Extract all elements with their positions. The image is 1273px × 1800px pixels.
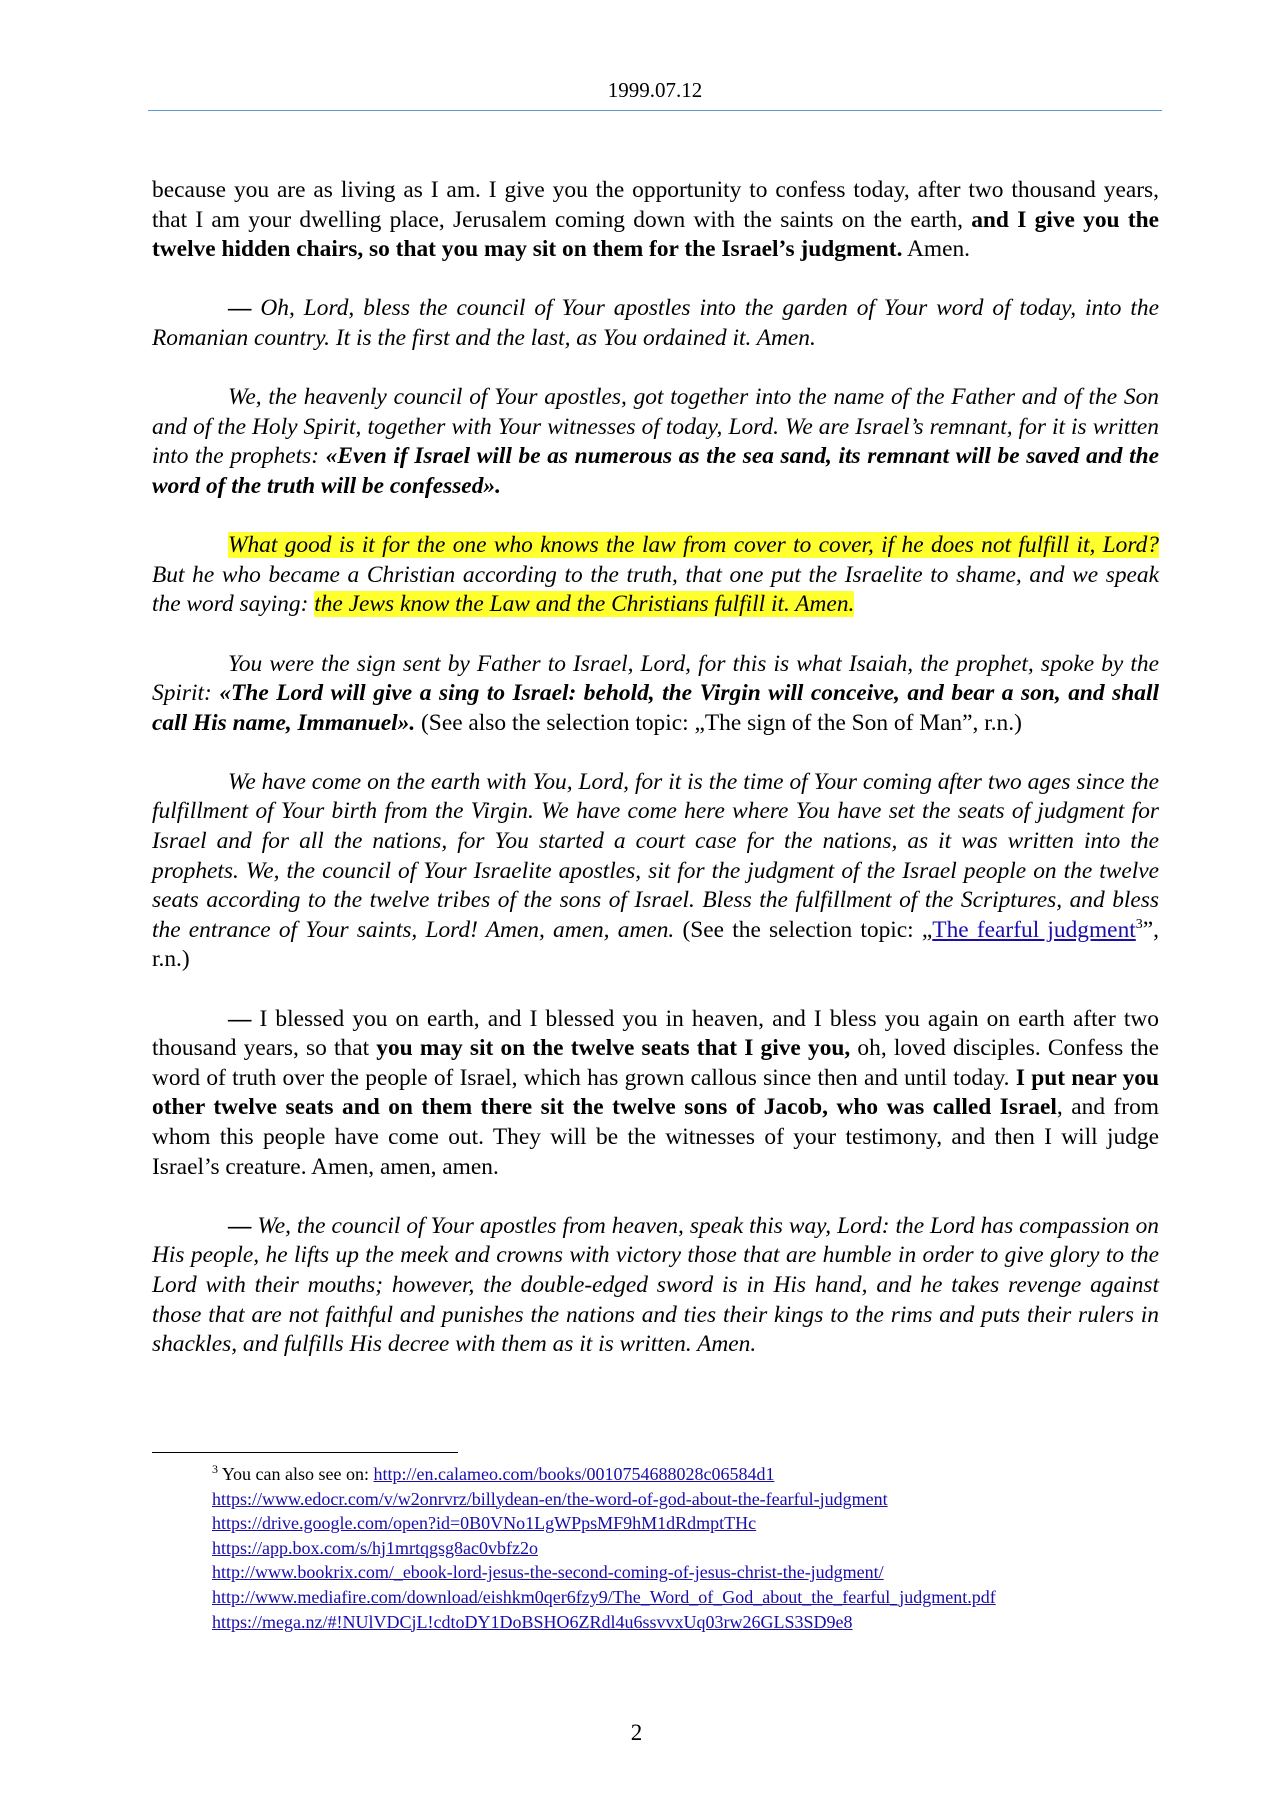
p4-text: But he who became a Christian according to the truth, that one put the Israelite to shame, and we speak the word saying: <box>152 561 1159 618</box>
fearful-judgment-link[interactable]: The fearful judgment <box>932 916 1136 943</box>
footnote-mark: 3 <box>212 1462 218 1476</box>
header-rule <box>148 110 1162 111</box>
p5-text: You were the sign sent by Father to Israel, Lord, for this is what Isaiah, the prophet, spoke by the Spirit: <box>152 650 1159 707</box>
p7-bold-d: I put near you other twelve seats and on them there sit the twelve sons of Jacob, who was called Israel <box>152 1064 1159 1121</box>
p1-bold: and I give you the twelve hidden chairs, so that you may sit on them for the Israel’s judgment. <box>152 206 1159 263</box>
p5-quote: «The Lord will give a sing to Israel: behold, the Virgin will conceive, and bear a son, and shall call His name, Immanuel». <box>152 680 1159 736</box>
em-dash: — <box>228 1005 260 1032</box>
footnote-link[interactable]: http://en.calameo.com/books/0010754688028c06584d1 <box>373 1464 775 1484</box>
em-dash: — <box>228 1212 258 1239</box>
highlight-1: What good is it for the one who knows the law from cover to cover, if he does not fulfill it, Lord? <box>228 532 1159 559</box>
p3-quote: «Even if Israel will be as numerous as the sea sand, its remnant will be saved and the word of the truth will be confessed». <box>152 443 1160 499</box>
footnote-link[interactable]: https://www.edocr.com/v/w2onrvrz/billydean-en/the-word-of-god-about-the-fearful-judgment <box>212 1488 888 1509</box>
body-text <box>152 176 1159 1389</box>
p7-text-a: I blessed you on earth, and I blessed you in heaven, and I bless you again on earth after two thousand years, so that <box>152 1005 1159 1062</box>
footnote-intro: You can also see on: <box>218 1464 374 1484</box>
p6-note-end: ”, r.n.) <box>152 916 1159 973</box>
p6-text: We have come on the earth with You, Lord, for it is the time of Your coming after two ages since the fulfillment of Your birth from the Virgin. We have come here where You have set the seats of judgment for Israel and for all the nations, for You started a court case for the nations, as it was written into the prophets. We, the council of Your Israelite apostles, sit for the judgment of the Israel people on the twelve seats according to the twelve tribes of the sons of Israel. Bless the fulfillment of the Scriptures, and bless the entrance of Your saints, Lord! Amen, amen, amen. <box>152 768 1159 943</box>
footnote-ref[interactable]: 3 <box>1135 917 1143 933</box>
footnote-link[interactable]: http://www.bookrix.com/_ebook-lord-jesus-the-second-coming-of-jesus-christ-the-judgment/ <box>212 1562 884 1583</box>
p7-text-c: oh, loved disciples. Confess the word of truth over the people of Israel, which has grown callous since then and until today. <box>152 1035 1160 1091</box>
p8-text: We, the council of Your apostles from heaven, speak this way, Lord: the Lord has compassion on His people, he lifts up the meek and crowns with victory those that are humble in order to give glory to the Lord with their mouths; however, the double-edged sword is in His hand, and he takes revenge against those that are not faithful and punishes the nations and ties their kings to the rims and puts their rulers in shackles, and fulfills His decree with them as it is written. Amen. <box>152 1212 1159 1358</box>
page-header-date: 1999.07.12 <box>607 78 703 102</box>
footnote-line-1 <box>212 1462 996 1487</box>
paragraph-3 <box>152 383 1159 501</box>
paragraph-1 <box>152 176 1159 265</box>
highlight-2: the Jews know the Law and the Christians fulfill it. Amen. <box>314 591 855 618</box>
paragraph-6 <box>152 768 1159 975</box>
page-number: 2 <box>630 1720 643 1745</box>
p7-text-e: , and from whom this people have come out. They will be the witnesses of your testimony, and then I will judge Israel’s creature. Amen, amen, amen. <box>152 1094 1159 1180</box>
p6-note: (See the selection topic: „ <box>674 916 933 943</box>
paragraph-8 <box>152 1212 1159 1360</box>
p3-text: We, the heavenly council of Your apostles, got together into the name of the Father and of the Son and of the Holy Spirit, together with Your witnesses of today, Lord. We are Israel’s remnant, for it is written into the prophets: <box>152 384 1159 470</box>
footnote-link[interactable]: https://drive.google.com/open?id=0B0VNo1LgWPpsMF9hM1dRdmptTHc <box>212 1513 757 1534</box>
paragraph-5 <box>152 650 1159 739</box>
p2-text: Oh, Lord, bless the council of Your apostles into the garden of Your word of today, into the Romanian country. It is the first and the last, as You ordained it. Amen. <box>152 295 1159 351</box>
p1-amen: Amen. <box>902 236 971 263</box>
p7-bold-a: you may sit on the twelve seats that I give you, <box>376 1035 851 1062</box>
footnote-3 <box>212 1462 996 1634</box>
paragraph-2 <box>152 294 1159 353</box>
footnote-link[interactable]: http://www.mediafire.com/download/eishkm0qer6fzy9/The_Word_of_God_about_the_fearful_judgment.pdf <box>212 1586 996 1607</box>
paragraph-4 <box>152 531 1159 620</box>
paragraph-7 <box>152 1005 1159 1183</box>
p1-text: because you are as living as I am. I give you the opportunity to confess today, after two thousand years, that I am your dwelling place, Jerusalem coming down with the saints on the earth, <box>152 177 1159 233</box>
em-dash: — <box>228 295 261 322</box>
footnote-separator <box>152 1452 458 1453</box>
footnote-link[interactable]: https://mega.nz/#!NUlVDCjL!cdtoDY1DoBSHO6ZRdl4u6ssvvxUq03rw26GLS3SD9e8 <box>212 1611 853 1632</box>
p5-note: (See also the selection topic: „The sign of the Son of Man”, r.n.) <box>415 709 1022 736</box>
footnote-link[interactable]: https://app.box.com/s/hj1mrtqgsg8ac0vbfz2o <box>212 1537 538 1558</box>
